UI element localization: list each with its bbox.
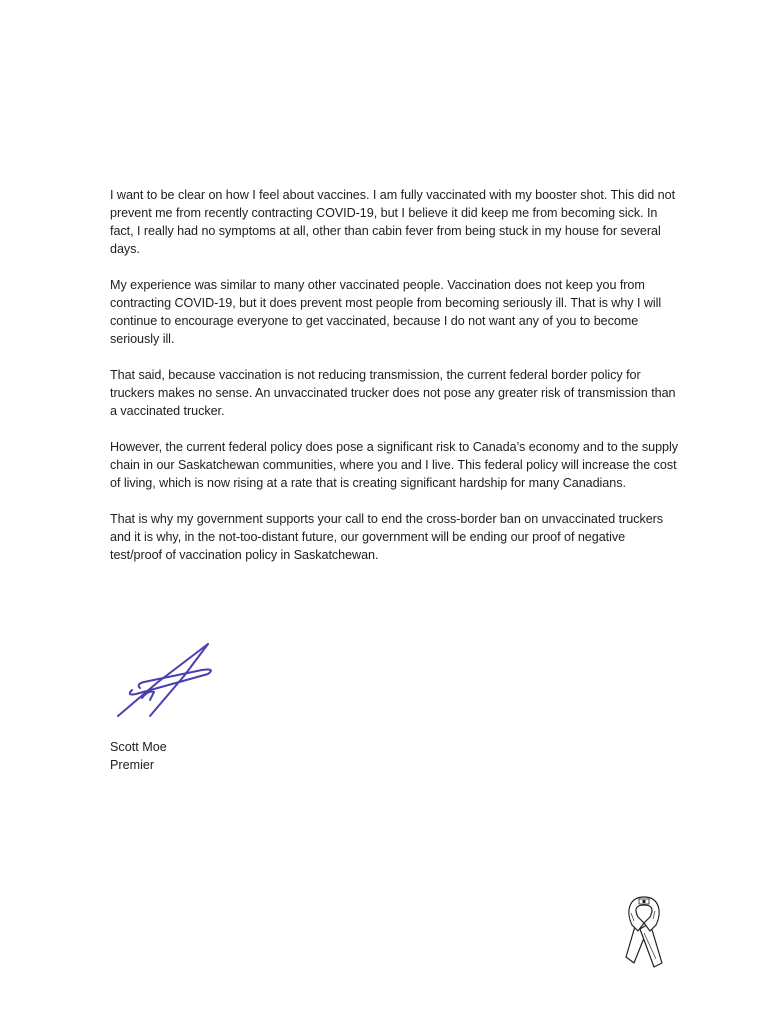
paragraph-experience: My experience was similar to many other vaccinated people. Vaccination does not keep you from contracting COVID-19, but it does prevent most people from becoming seriously ill. That is why I will continue to encourage everyone to get vaccinated, because I do not want any of you to become seriously ill. xyxy=(110,278,662,346)
signature-block xyxy=(110,738,167,774)
paragraph-conclusion: That is why my government supports your call to end the cross-border ban on unvaccinated truckers and it is why, in the not-too-distant future, our government will be ending our proof of negative test/proof of vaccination policy in Saskatchewan. xyxy=(110,512,664,562)
signatory-title: Premier xyxy=(110,758,155,772)
handwritten-signature xyxy=(112,640,217,725)
paragraph-vaccines: I want to be clear on how I feel about vaccines. I am fully vaccinated with my booster shot. This did not prevent me from recently contracting COVID-19, but I believe it did keep me from becoming sick. In fact, I really had no symptoms at all, other than cabin fever from being stuck in my house for several days. xyxy=(110,188,676,256)
paragraph-economy: However, the current federal policy does pose a significant risk to Canada’s economy and to the supply chain in our Saskatchewan communities, where you and I live. This federal policy will increase the cost of living, which is now rising at a rate that is creating significant hardship for many Canadians. xyxy=(110,440,679,490)
letter-body xyxy=(110,186,680,582)
support-our-troops-ribbon-icon xyxy=(622,893,666,971)
paragraph-border-policy: That said, because vaccination is not reducing transmission, the current federal border policy for truckers makes no sense. An unvaccinated trucker does not pose any greater risk of transmission than a vaccinated trucker. xyxy=(110,368,676,418)
signatory-name: Scott Moe xyxy=(110,740,167,754)
